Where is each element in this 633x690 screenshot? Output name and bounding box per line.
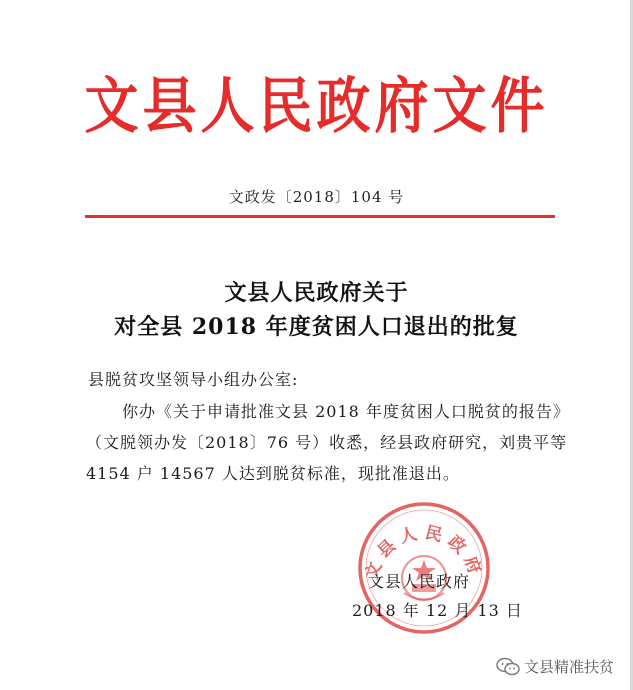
addressee: 县脱贫攻坚领导小组办公室:	[88, 370, 299, 389]
wechat-icon	[496, 657, 520, 677]
document-header-title: 文县人民政府文件	[84, 69, 549, 141]
document-number: 文政发〔2018〕104 号	[228, 188, 405, 206]
red-header-rule	[85, 215, 555, 218]
signing-authority: 文县人民政府	[368, 572, 471, 591]
document-title-line-2: 对全县 2018 年度贫困人口退出的批复	[114, 314, 519, 340]
document-title-line-1: 文县人民政府关于	[224, 280, 409, 306]
body-line-2: （文脱领办发〔2018〕76 号）收悉，经县政府研究，刘贵平等	[86, 433, 568, 452]
body-line-1: 你办《关于申请批准文县 2018 年度贫困人口脱贫的报告》	[122, 402, 570, 421]
seal-text: 文县人民政府	[361, 522, 487, 583]
wechat-watermark	[496, 656, 614, 677]
body-line-3: 4154 户 14567 人达到脱贫标准，现批准退出。	[86, 464, 460, 483]
signing-date: 2018 年 12 月 13 日	[352, 601, 523, 620]
watermark-text: 文县精准扶贫	[524, 658, 615, 676]
